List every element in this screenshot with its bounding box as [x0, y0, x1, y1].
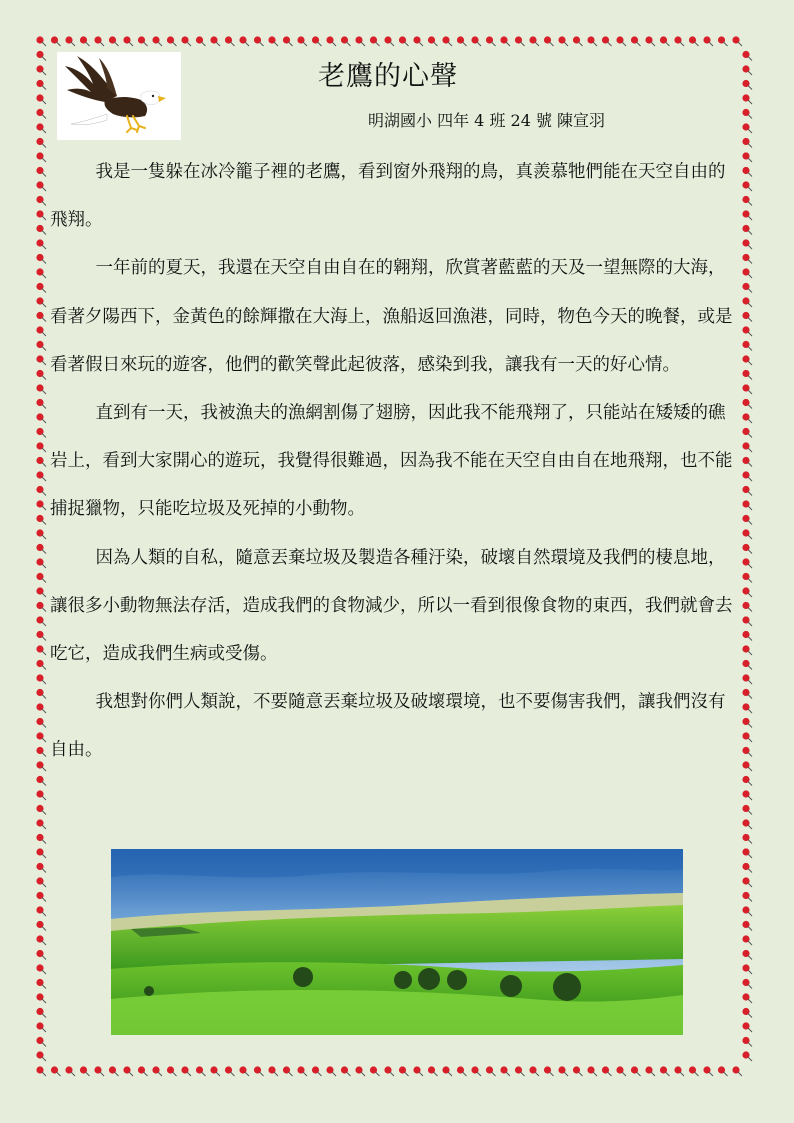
- border-dot-stem: [42, 985, 46, 989]
- border-dot-stem: [42, 1072, 46, 1076]
- border-dot-stem: [42, 637, 46, 641]
- border-dot-stem: [608, 42, 612, 46]
- border-dot-stem: [463, 1072, 467, 1076]
- border-dot-stem: [748, 985, 752, 989]
- border-dot-stem: [748, 811, 752, 815]
- border-dot-stem: [42, 521, 46, 525]
- border-dot-stem: [71, 42, 75, 46]
- paragraph: 因為人類的自私，隨意丟棄垃圾及製造各種汙染，破壞自然環境及我們的棲息地，讓很多小動物無法存活，造成我們的食物減少，所以一看到很像食物的東西，我們就會去吃它，造成我們生病或受傷。: [50, 547, 733, 665]
- border-dot-stem: [42, 1014, 46, 1018]
- border-dot-stem: [42, 970, 46, 974]
- border-dot-stem: [405, 1072, 409, 1076]
- border-dot-stem: [100, 42, 104, 46]
- border-dot-stem: [390, 42, 394, 46]
- border-dot-stem: [216, 1072, 220, 1076]
- border-dot-stem: [748, 608, 752, 612]
- border-dot-stem: [42, 782, 46, 786]
- border-dot-stem: [42, 332, 46, 336]
- border-dot-stem: [260, 1072, 264, 1076]
- border-dot-stem: [42, 666, 46, 670]
- border-dot-stem: [42, 303, 46, 307]
- border-dot-stem: [748, 637, 752, 641]
- border-dot-stem: [42, 448, 46, 452]
- border-dot-stem: [173, 1072, 177, 1076]
- border-dot-stem: [42, 158, 46, 162]
- border-dot-stem: [405, 42, 409, 46]
- border-dot-stem: [434, 42, 438, 46]
- border-dot-stem: [347, 42, 351, 46]
- border-dot-stem: [361, 42, 365, 46]
- border-dot-stem: [419, 42, 423, 46]
- border-dot-stem: [86, 1072, 90, 1076]
- border-dot-stem: [748, 419, 752, 423]
- border-dot-stem: [535, 1072, 539, 1076]
- border-dot-stem: [42, 579, 46, 583]
- border-dot-stem: [187, 42, 191, 46]
- paragraph: 我是一隻躲在冰冷籠子裡的老鷹，看到窗外飛翔的鳥，真羨慕牠們能在天空自由的飛翔。: [50, 162, 726, 231]
- border-dot-stem: [42, 695, 46, 699]
- border-dot-stem: [231, 42, 235, 46]
- border-dot-stem: [42, 231, 46, 235]
- border-dot-stem: [695, 1072, 699, 1076]
- border-dot-stem: [115, 42, 119, 46]
- border-dot-stem: [748, 144, 752, 148]
- border-dot-stem: [564, 1072, 568, 1076]
- border-dot-stem: [42, 738, 46, 742]
- border-dot-stem: [57, 42, 61, 46]
- border-dot-stem: [748, 1057, 752, 1061]
- border-dot-stem: [680, 42, 684, 46]
- border-dot-stem: [748, 898, 752, 902]
- border-dot-stem: [748, 883, 752, 887]
- border-dot-stem: [42, 680, 46, 684]
- border-dot-stem: [680, 1072, 684, 1076]
- border-dot-stem: [42, 883, 46, 887]
- border-dot-stem: [748, 202, 752, 206]
- border-dot-stem: [622, 1072, 626, 1076]
- border-dot-stem: [709, 42, 713, 46]
- border-dot-stem: [42, 941, 46, 945]
- eagle-icon: [57, 52, 181, 140]
- border-dot-stem: [376, 42, 380, 46]
- border-dot-stem: [42, 1057, 46, 1061]
- border-dot-stem: [748, 303, 752, 307]
- border-dot-stem: [202, 42, 206, 46]
- border-dot-stem: [42, 709, 46, 713]
- border-dot-stem: [521, 42, 525, 46]
- border-dot-stem: [42, 825, 46, 829]
- border-dot-stem: [303, 1072, 307, 1076]
- border-dot-stem: [216, 42, 220, 46]
- border-dot-stem: [748, 434, 752, 438]
- border-dot-stem: [42, 347, 46, 351]
- border-dot-stem: [748, 593, 752, 597]
- border-dot-stem: [42, 1043, 46, 1047]
- border-dot-stem: [42, 1028, 46, 1032]
- border-dot-stem: [748, 564, 752, 568]
- border-dot-stem: [303, 42, 307, 46]
- border-dot-stem: [419, 1072, 423, 1076]
- border-dot-stem: [129, 1072, 133, 1076]
- border-dot-stem: [748, 738, 752, 742]
- border-dot-stem: [57, 1072, 61, 1076]
- border-dot-stem: [748, 622, 752, 626]
- border-dot-stem: [42, 361, 46, 365]
- border-dot-stem: [42, 405, 46, 409]
- border-dot-stem: [535, 42, 539, 46]
- border-dot-stem: [42, 260, 46, 264]
- border-dot-stem: [748, 115, 752, 119]
- border-dot-stem: [748, 680, 752, 684]
- border-dot-stem: [361, 1072, 365, 1076]
- border-dot-stem: [448, 1072, 452, 1076]
- border-dot-stem: [521, 1072, 525, 1076]
- border-dot-stem: [347, 1072, 351, 1076]
- paragraph: 直到有一天，我被漁夫的漁網割傷了翅膀，因此我不能飛翔了，只能站在矮矮的礁岩上，看到大家開心的遊玩，我覺得很難過，因為我不能在天空自由自在地飛翔，也不能捕捉獵物，只能吃垃圾及死掉的小動物。: [50, 403, 733, 520]
- border-dot-stem: [42, 289, 46, 293]
- border-dot-stem: [42, 419, 46, 423]
- border-dot-stem: [748, 1014, 752, 1018]
- border-dot-stem: [748, 463, 752, 467]
- border-dot-stem: [42, 274, 46, 278]
- border-dot-stem: [695, 42, 699, 46]
- border-dot-stem: [748, 709, 752, 713]
- border-dot-stem: [42, 622, 46, 626]
- border-dot-stem: [144, 1072, 148, 1076]
- border-dot-stem: [42, 869, 46, 873]
- border-dot-stem: [748, 651, 752, 655]
- border-dot-stem: [748, 840, 752, 844]
- border-dot-stem: [42, 840, 46, 844]
- border-dot-stem: [738, 1072, 742, 1076]
- border-dot-stem: [748, 854, 752, 858]
- border-dot-stem: [42, 811, 46, 815]
- page-title: 老鷹的心聲: [318, 61, 458, 92]
- border-dot-stem: [748, 521, 752, 525]
- border-dot-stem: [42, 434, 46, 438]
- border-dot-stem: [42, 956, 46, 960]
- border-dot-stem: [637, 1072, 641, 1076]
- border-dot-stem: [42, 550, 46, 554]
- border-dot-stem: [42, 71, 46, 75]
- border-dot-stem: [42, 216, 46, 220]
- border-dot-stem: [42, 651, 46, 655]
- border-dot-stem: [506, 42, 510, 46]
- border-dot-stem: [42, 86, 46, 90]
- border-dot-stem: [129, 42, 133, 46]
- border-dot-stem: [42, 753, 46, 757]
- border-dot-stem: [42, 318, 46, 322]
- border-dot-stem: [42, 173, 46, 177]
- border-dot-stem: [748, 260, 752, 264]
- border-dot-stem: [42, 912, 46, 916]
- border-dot-stem: [492, 1072, 496, 1076]
- border-dot-stem: [748, 477, 752, 481]
- border-dot-stem: [550, 1072, 554, 1076]
- border-dot-stem: [748, 405, 752, 409]
- border-dot-stem: [42, 477, 46, 481]
- border-dot-stem: [748, 245, 752, 249]
- border-dot-stem: [434, 1072, 438, 1076]
- border-dot-stem: [463, 42, 467, 46]
- border-dot-stem: [748, 535, 752, 539]
- border-dot-stem: [245, 42, 249, 46]
- border-dot-stem: [492, 42, 496, 46]
- border-dot-stem: [318, 42, 322, 46]
- border-dot-stem: [579, 42, 583, 46]
- border-dot-stem: [42, 593, 46, 597]
- border-dot-stem: [748, 1028, 752, 1032]
- border-dot-stem: [564, 42, 568, 46]
- border-dot-stem: [666, 1072, 670, 1076]
- border-dot-stem: [748, 1043, 752, 1047]
- border-dot-stem: [506, 1072, 510, 1076]
- border-dot-stem: [100, 1072, 104, 1076]
- border-dot-stem: [289, 1072, 293, 1076]
- border-dot-stem: [738, 42, 742, 46]
- border-dot-stem: [748, 941, 752, 945]
- border-dot-stem: [666, 42, 670, 46]
- border-dot-stem: [748, 57, 752, 61]
- border-dot-stem: [42, 463, 46, 467]
- border-dot-stem: [748, 782, 752, 786]
- border-dot-stem: [637, 42, 641, 46]
- border-dot-stem: [158, 42, 162, 46]
- border-dot-stem: [724, 1072, 728, 1076]
- essay-body: [50, 148, 740, 775]
- border-dot-stem: [42, 115, 46, 119]
- border-dot-stem: [42, 390, 46, 394]
- border-dot-stem: [651, 1072, 655, 1076]
- border-dot-stem: [608, 1072, 612, 1076]
- border-dot-stem: [724, 42, 728, 46]
- border-dot-stem: [748, 274, 752, 278]
- border-dot-stem: [42, 898, 46, 902]
- border-dot-stem: [332, 42, 336, 46]
- author-byline: 明湖國小 四年 4 班 24 號 陳宣羽: [368, 111, 606, 130]
- border-dot-stem: [115, 1072, 119, 1076]
- border-dot-stem: [748, 753, 752, 757]
- border-dot-stem: [42, 187, 46, 191]
- border-dot-stem: [376, 1072, 380, 1076]
- border-dot-stem: [173, 42, 177, 46]
- border-dot-stem: [42, 57, 46, 61]
- border-dot-stem: [748, 376, 752, 380]
- border-dot-stem: [748, 318, 752, 322]
- border-dot-stem: [748, 767, 752, 771]
- border-dot-stem: [748, 173, 752, 177]
- border-dot-stem: [202, 1072, 206, 1076]
- border-dot-stem: [622, 42, 626, 46]
- border-dot-stem: [42, 202, 46, 206]
- border-dot-stem: [748, 550, 752, 554]
- border-dot-stem: [42, 492, 46, 496]
- border-dot-stem: [748, 71, 752, 75]
- border-dot-stem: [748, 956, 752, 960]
- border-dot-stem: [748, 869, 752, 873]
- border-dot-stem: [274, 1072, 278, 1076]
- border-dot-stem: [42, 999, 46, 1003]
- border-dot-stem: [42, 927, 46, 931]
- border-dot-stem: [42, 245, 46, 249]
- border-dot-stem: [748, 912, 752, 916]
- border-dot-stem: [748, 506, 752, 510]
- border-dot-stem: [748, 216, 752, 220]
- border-dot-stem: [86, 42, 90, 46]
- paragraph: 一年前的夏天，我還在天空自由自在的翱翔，欣賞著藍藍的天及一望無際的大海，看著夕陽西下，金黃色的餘輝撒在大海上，漁船返回漁港，同時，物色今天的晚餐，或是看著假日來玩的遊客，他們的歡笑聲此起彼落，感染到我，讓我有一天的好心情。: [50, 258, 733, 375]
- border-dot-stem: [187, 1072, 191, 1076]
- border-dot-stem: [289, 42, 293, 46]
- border-dot-stem: [332, 1072, 336, 1076]
- border-dot-stem: [260, 42, 264, 46]
- border-dot-stem: [42, 724, 46, 728]
- border-dot-stem: [42, 42, 46, 46]
- border-dot-stem: [71, 1072, 75, 1076]
- border-dot-stem: [550, 42, 554, 46]
- border-dot-stem: [748, 289, 752, 293]
- paragraph: 我想對你們人類說，不要隨意丟棄垃圾及破壞環境，也不要傷害我們，讓我們沒有自由。: [50, 692, 726, 761]
- border-dot-stem: [748, 347, 752, 351]
- border-dot-stem: [748, 86, 752, 90]
- border-dot-stem: [42, 100, 46, 104]
- border-dot-stem: [748, 158, 752, 162]
- border-dot-stem: [42, 144, 46, 148]
- border-dot-stem: [748, 999, 752, 1003]
- border-dot-stem: [477, 1072, 481, 1076]
- border-dot-stem: [593, 42, 597, 46]
- border-dot-stem: [748, 231, 752, 235]
- border-dot-stem: [42, 506, 46, 510]
- border-dot-stem: [748, 579, 752, 583]
- border-dot-stem: [477, 42, 481, 46]
- border-dot-stem: [748, 492, 752, 496]
- border-dot-stem: [748, 129, 752, 133]
- border-dot-stem: [593, 1072, 597, 1076]
- border-dot-stem: [748, 390, 752, 394]
- border-dot-stem: [748, 724, 752, 728]
- border-dot-stem: [274, 42, 278, 46]
- border-dot-stem: [748, 361, 752, 365]
- border-dot-stem: [144, 42, 148, 46]
- border-dot-stem: [42, 796, 46, 800]
- border-dot-stem: [42, 608, 46, 612]
- border-dot-stem: [42, 564, 46, 568]
- border-dot-stem: [709, 1072, 713, 1076]
- green-hills-landscape: [111, 849, 683, 1035]
- border-dot-stem: [748, 448, 752, 452]
- border-dot-stem: [390, 1072, 394, 1076]
- border-dot-stem: [651, 42, 655, 46]
- border-dot-stem: [579, 1072, 583, 1076]
- border-dot-stem: [42, 535, 46, 539]
- border-dot-stem: [448, 42, 452, 46]
- border-dot-stem: [748, 970, 752, 974]
- border-dot-stem: [748, 825, 752, 829]
- border-dot-stem: [748, 666, 752, 670]
- border-dot-stem: [318, 1072, 322, 1076]
- border-dot-stem: [158, 1072, 162, 1076]
- border-dot-stem: [748, 100, 752, 104]
- border-dot-stem: [42, 854, 46, 858]
- border-dot-stem: [748, 332, 752, 336]
- border-dot-stem: [42, 767, 46, 771]
- border-dot-stem: [245, 1072, 249, 1076]
- border-dot-stem: [42, 129, 46, 133]
- border-dot-stem: [748, 796, 752, 800]
- border-dot-stem: [231, 1072, 235, 1076]
- border-dot-stem: [748, 187, 752, 191]
- border-dot-stem: [42, 376, 46, 380]
- border-dot-stem: [748, 927, 752, 931]
- border-dot-stem: [748, 695, 752, 699]
